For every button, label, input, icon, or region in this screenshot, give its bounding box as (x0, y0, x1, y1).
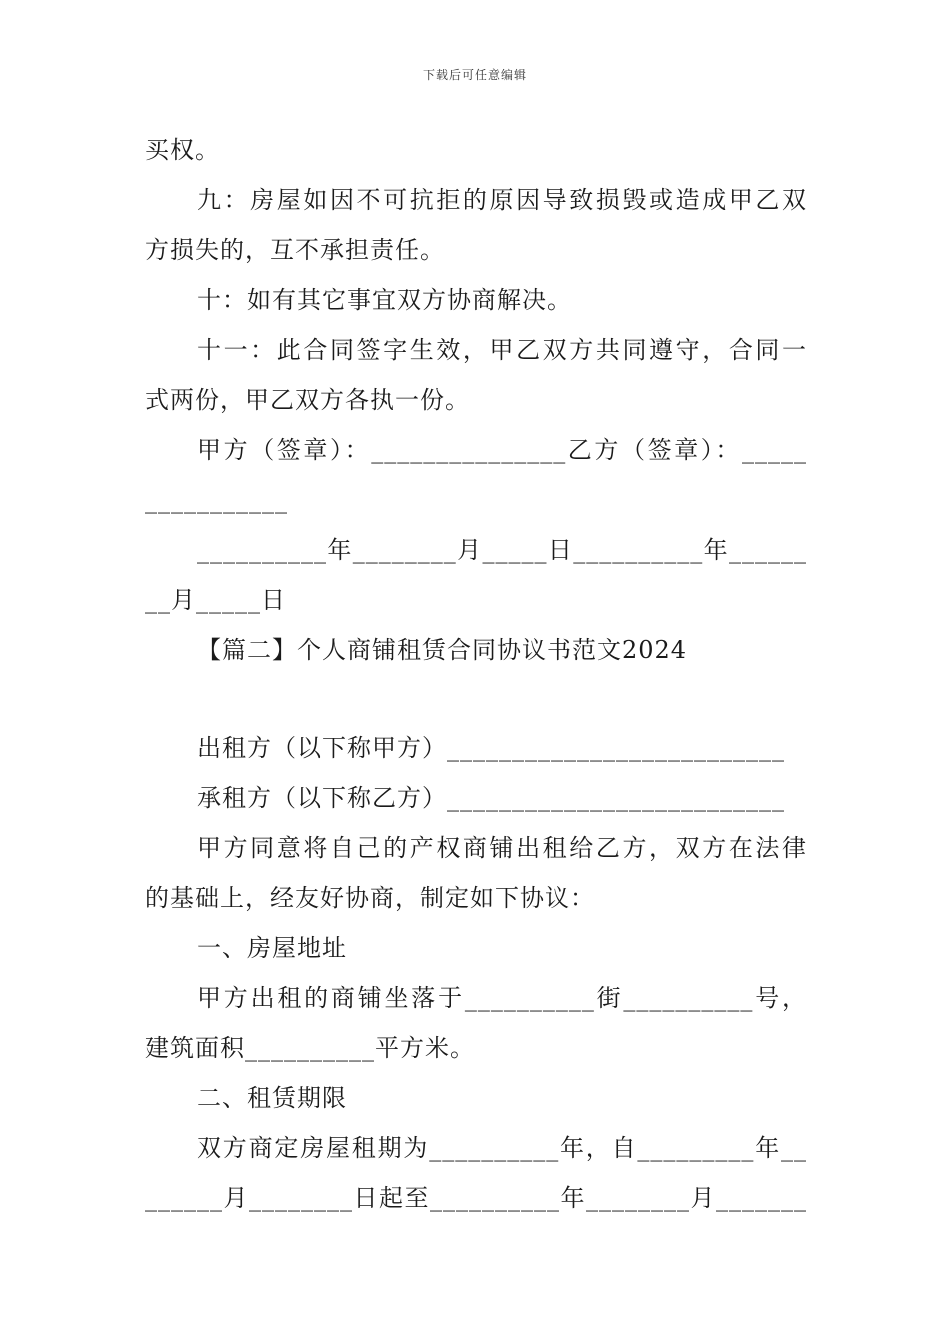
lessor-line: 出租方（以下称甲方）__________________________ (197, 734, 785, 762)
paragraph-line: 式两份，甲乙双方各执一份。 (145, 386, 470, 414)
signature-blank-line: ___________ (145, 486, 288, 514)
term-line: 双方商定房屋租期为__________年，自_________年__ (197, 1134, 807, 1162)
section-heading: 【篇二】个人商铺租赁合同协议书范文2024 (197, 636, 688, 664)
clause-eleven-line: 十一：此合同签字生效，甲乙双方共同遵守，合同一 (197, 336, 807, 364)
signature-line: 甲方（签章）：_______________乙方（签章）：_____ (197, 436, 807, 464)
address-line: 甲方出租的商铺坐落于__________街__________号， (197, 984, 807, 1012)
page-header-caption: 下载后可任意编辑 (422, 68, 527, 82)
term-line-continued: ______月________日起至__________年________月_______ (145, 1184, 807, 1212)
paragraph-line: 买权。 (145, 136, 220, 164)
clause-ten-line: 十：如有其它事宜双方协商解决。 (197, 286, 572, 314)
clause-nine-line: 九：房屋如因不可抗拒的原因导致损毁或造成甲乙双 (197, 186, 807, 214)
lessee-line: 承租方（以下称乙方）__________________________ (197, 784, 785, 812)
area-line: 建筑面积__________平方米。 (145, 1034, 475, 1062)
paragraph-line: 的基础上，经友好协商，制定如下协议： (145, 884, 595, 912)
article-heading-address: 一、房屋地址 (197, 934, 347, 962)
date-line: __________年________月_____日__________年______ (197, 536, 807, 564)
article-heading-term: 二、租赁期限 (197, 1084, 347, 1112)
paragraph-line: 方损失的，互不承担责任。 (145, 236, 445, 264)
date-line-continued: __月_____日 (145, 586, 286, 614)
paragraph-line: 甲方同意将自己的产权商铺出租给乙方，双方在法律 (197, 834, 807, 862)
